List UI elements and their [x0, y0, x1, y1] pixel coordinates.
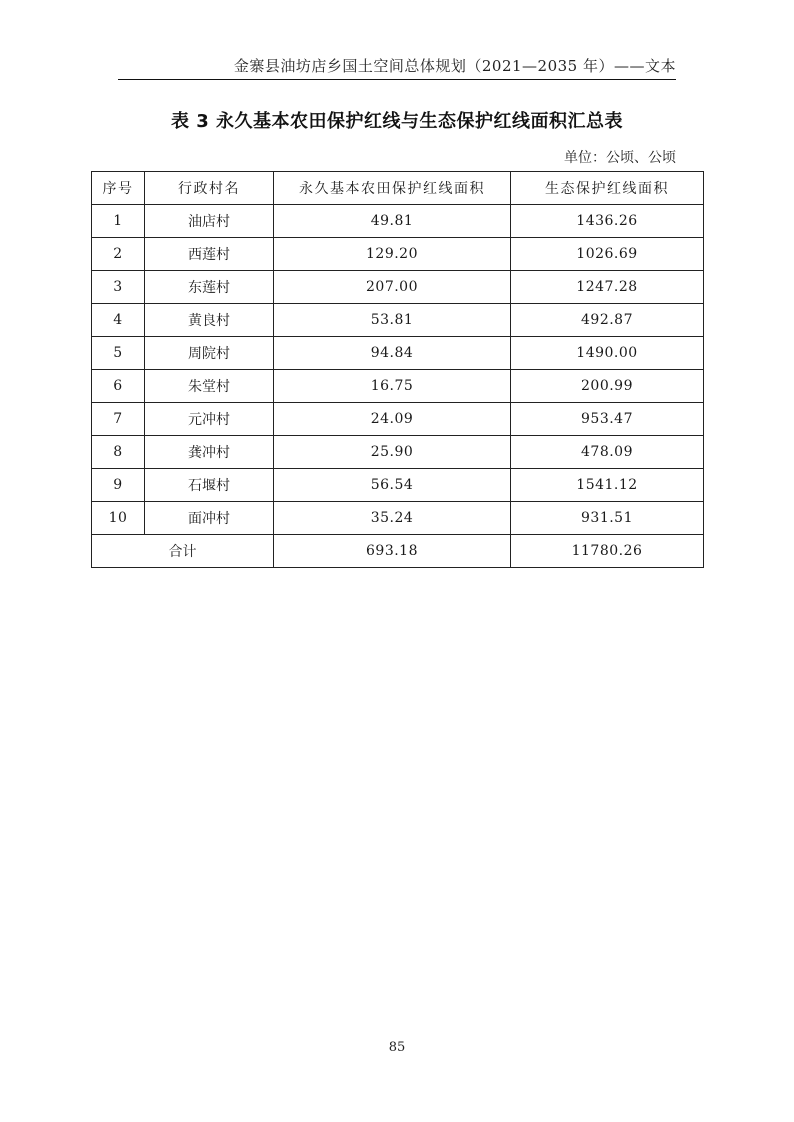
cell-no: 7 — [92, 403, 145, 436]
cell-village: 元冲村 — [145, 403, 274, 436]
column-header-no: 序号 — [92, 172, 145, 205]
table-row — [92, 238, 704, 271]
cell-no: 1 — [92, 205, 145, 238]
page-number: 85 — [388, 1040, 406, 1055]
cell-eco-area: 492.87 — [511, 304, 704, 337]
table-total-row — [92, 535, 704, 568]
table-title: 表 3 永久基本农田保护红线与生态保护红线面积汇总表 — [170, 111, 624, 132]
column-header-village: 行政村名 — [145, 172, 274, 205]
cell-no: 3 — [92, 271, 145, 304]
cell-eco-area: 478.09 — [511, 436, 704, 469]
unit-label: 单位：公顷、公顷 — [564, 150, 676, 166]
cell-farmland-area: 25.90 — [274, 436, 511, 469]
table-row — [92, 337, 704, 370]
cell-farmland-area: 56.54 — [274, 469, 511, 502]
table-row — [92, 304, 704, 337]
cell-farmland-area: 49.81 — [274, 205, 511, 238]
total-label: 合计 — [92, 535, 274, 568]
cell-farmland-area: 53.81 — [274, 304, 511, 337]
cell-village: 面冲村 — [145, 502, 274, 535]
running-header: 金寨县油坊店乡国土空间总体规划（2021—2035 年）——文本 — [233, 57, 676, 75]
cell-village: 周院村 — [145, 337, 274, 370]
cell-no: 2 — [92, 238, 145, 271]
cell-no: 9 — [92, 469, 145, 502]
cell-village: 黄良村 — [145, 304, 274, 337]
cell-eco-area: 1026.69 — [511, 238, 704, 271]
cell-farmland-area: 16.75 — [274, 370, 511, 403]
header-divider — [118, 79, 676, 80]
cell-eco-area: 200.99 — [511, 370, 704, 403]
table-row — [92, 370, 704, 403]
cell-eco-area: 1541.12 — [511, 469, 704, 502]
table-row — [92, 436, 704, 469]
cell-farmland-area: 24.09 — [274, 403, 511, 436]
table-row — [92, 502, 704, 535]
summary-table — [91, 171, 704, 568]
cell-village: 朱堂村 — [145, 370, 274, 403]
column-header-farmland-area: 永久基本农田保护红线面积 — [274, 172, 511, 205]
cell-farmland-area: 129.20 — [274, 238, 511, 271]
cell-no: 10 — [92, 502, 145, 535]
cell-village: 西莲村 — [145, 238, 274, 271]
cell-farmland-area: 207.00 — [274, 271, 511, 304]
column-header-eco-area: 生态保护红线面积 — [511, 172, 704, 205]
cell-eco-area: 953.47 — [511, 403, 704, 436]
cell-village: 龚冲村 — [145, 436, 274, 469]
table-row — [92, 469, 704, 502]
cell-farmland-area: 94.84 — [274, 337, 511, 370]
cell-eco-area: 1490.00 — [511, 337, 704, 370]
cell-no: 8 — [92, 436, 145, 469]
cell-farmland-area: 35.24 — [274, 502, 511, 535]
cell-eco-area: 1247.28 — [511, 271, 704, 304]
total-eco-area: 11780.26 — [511, 535, 704, 568]
table-row — [92, 271, 704, 304]
total-farmland-area: 693.18 — [274, 535, 511, 568]
cell-no: 4 — [92, 304, 145, 337]
table-row — [92, 205, 704, 238]
cell-village: 油店村 — [145, 205, 274, 238]
cell-no: 5 — [92, 337, 145, 370]
cell-no: 6 — [92, 370, 145, 403]
table-row — [92, 403, 704, 436]
cell-eco-area: 931.51 — [511, 502, 704, 535]
table-header-row — [92, 172, 704, 205]
cell-village: 东莲村 — [145, 271, 274, 304]
cell-village: 石堰村 — [145, 469, 274, 502]
cell-eco-area: 1436.26 — [511, 205, 704, 238]
